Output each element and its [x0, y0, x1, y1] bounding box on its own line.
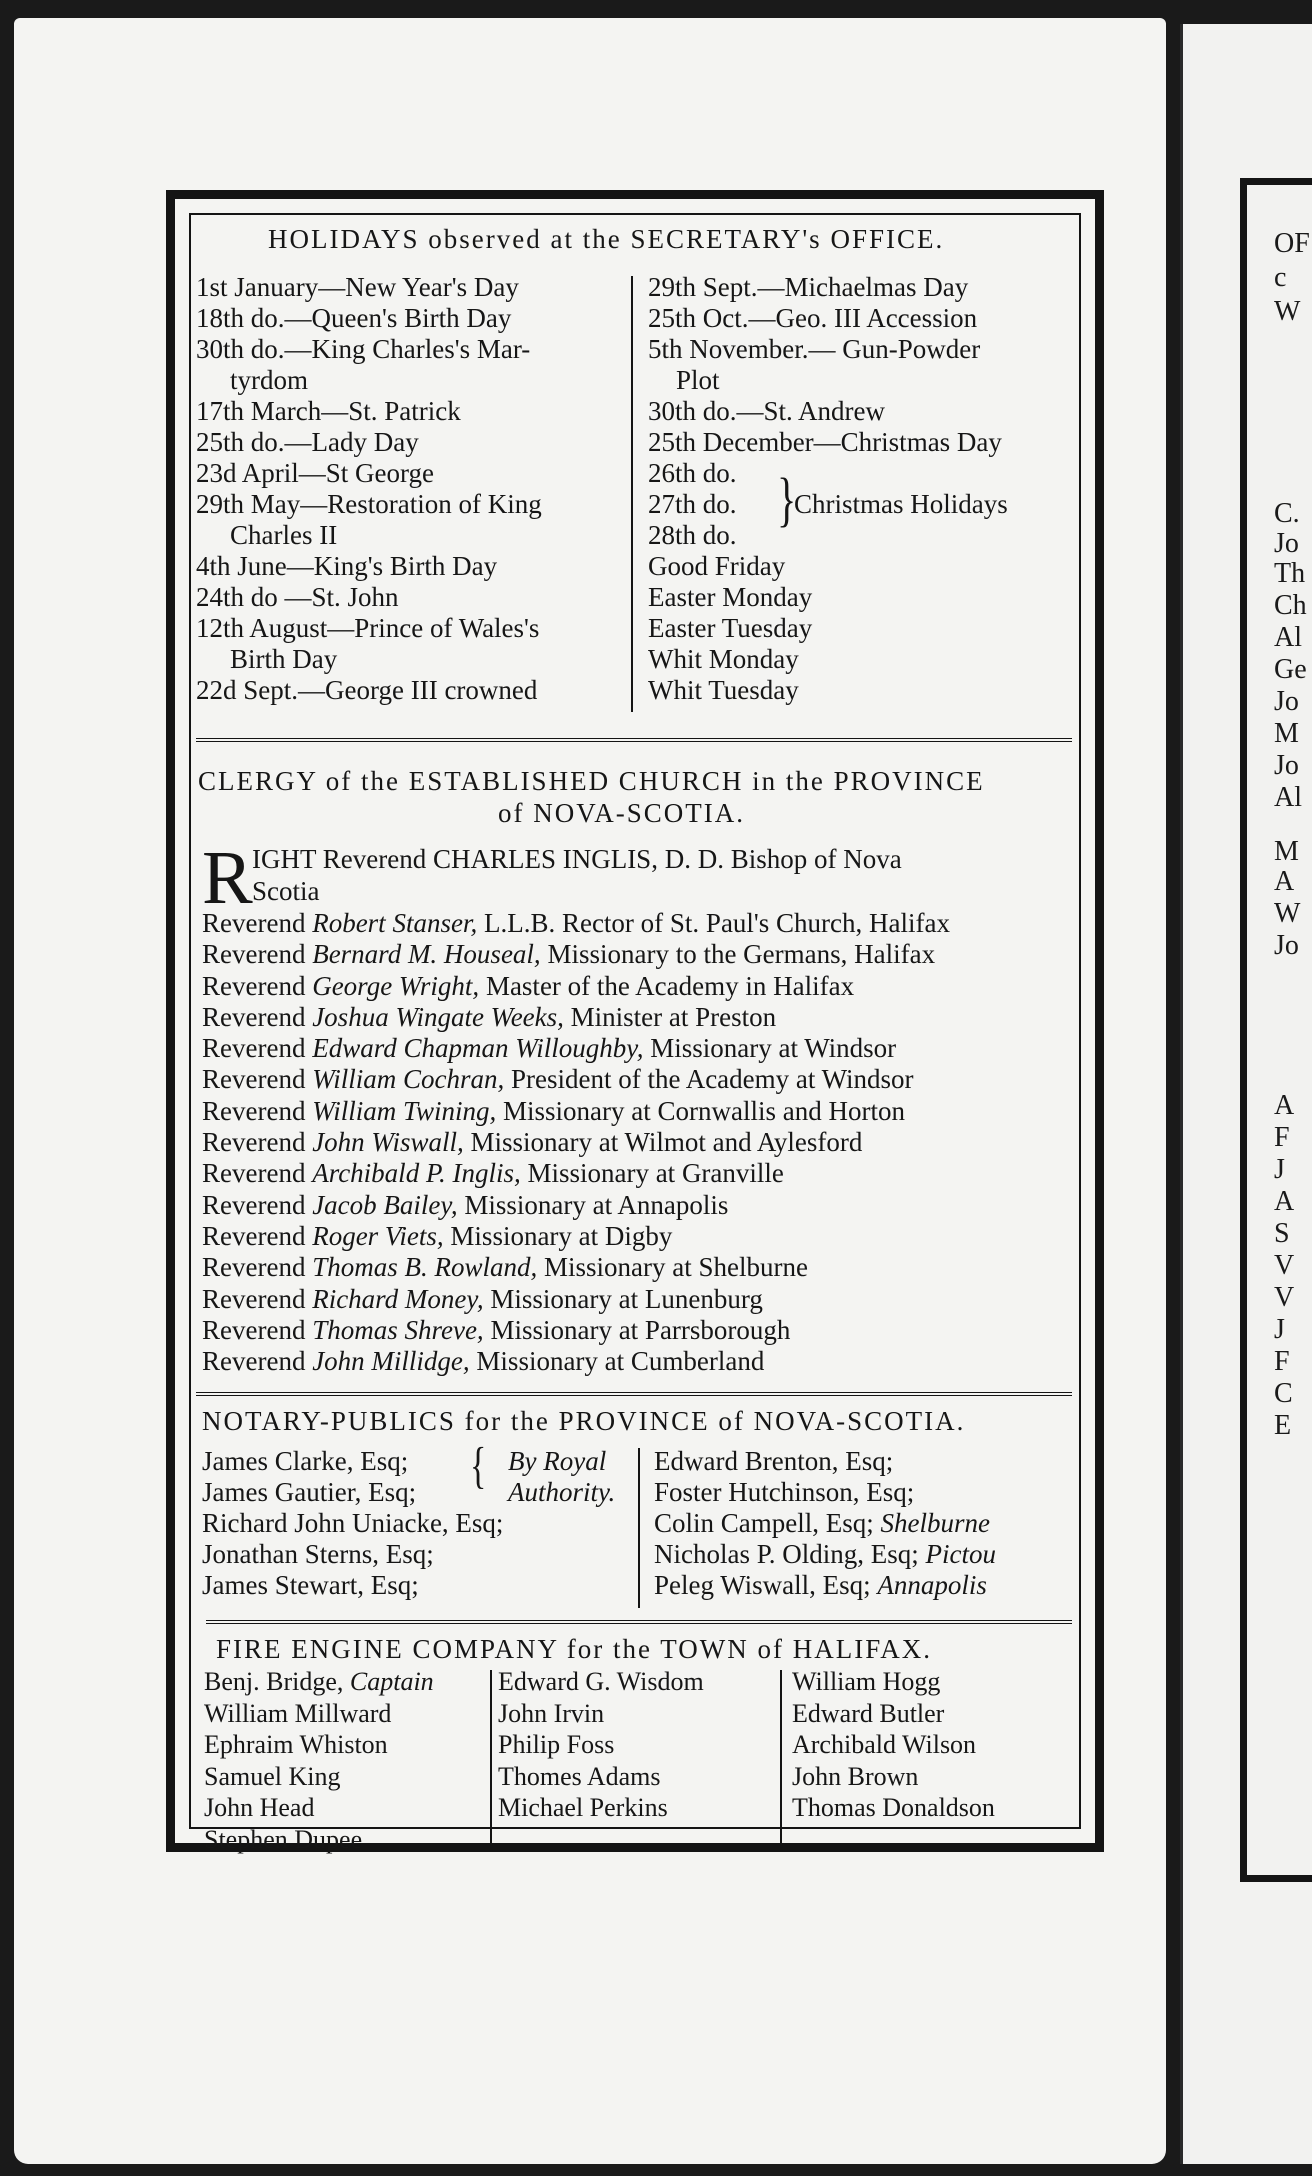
fire-member: Edward G. Wisdom — [498, 1667, 704, 1696]
adjacent-page-fragment: V — [1274, 1250, 1295, 1281]
authority-line2: Authority. — [508, 1477, 616, 1507]
fire-member: John Head — [204, 1793, 315, 1822]
fire-member: Thomes Adams — [498, 1761, 661, 1791]
notary-left-entry: James Stewart, Esq; — [202, 1570, 419, 1600]
adjacent-page-fragment: F — [1274, 1346, 1290, 1377]
fire-member: Philip Foss — [498, 1730, 615, 1759]
clergy-entry — [202, 1002, 1082, 1033]
clergy-prefix: Reverend — [202, 1283, 313, 1314]
clergy-prefix: Reverend — [202, 908, 313, 938]
adjacent-page-fragment: c — [1274, 262, 1287, 293]
adjacent-page-fragment: A — [1274, 1090, 1295, 1121]
notary-name: Peleg Wiswall, Esq; — [654, 1570, 878, 1600]
captain-name: Benj. Bridge, — [204, 1667, 344, 1696]
section-rule — [196, 1392, 1072, 1396]
clergy-entry — [202, 908, 1082, 939]
notary-right-entry — [654, 1508, 996, 1539]
clergy-name: John Wiswall, — [312, 1127, 471, 1158]
fire-member: Archibald Wilson — [792, 1730, 977, 1759]
authority-brace: { — [470, 1438, 487, 1494]
fire-divider-2 — [780, 1670, 782, 1850]
clergy-prefix: Reverend — [202, 939, 313, 970]
holiday-right-line: 28th do. — [648, 520, 737, 550]
clergy-prefix: Reverend — [202, 1127, 313, 1158]
clergy-list — [202, 908, 1082, 1377]
clergy-name: Robert Stanser, — [312, 908, 484, 938]
bishop-line2: Scotia — [252, 876, 320, 906]
clergy-prefix: Reverend — [202, 1220, 313, 1251]
clergy-role: Missionary at Parrsborough — [490, 1314, 791, 1345]
holiday-left-line: Charles II — [230, 520, 338, 550]
clergy-name: George Wright, — [312, 970, 486, 1001]
adjacent-page-frame — [1240, 178, 1312, 1882]
notary-name: Nicholas P. Olding, Esq; — [654, 1539, 926, 1569]
clergy-title-line2: of NOVA-SCOTIA. — [498, 798, 746, 828]
holiday-right-line: Easter Monday — [648, 582, 813, 612]
adjacent-page-fragment: Jo — [1274, 528, 1299, 559]
clergy-name: John Millidge, — [312, 1346, 477, 1377]
fire-member: Michael Perkins — [498, 1793, 668, 1822]
adjacent-page-fragment: V — [1274, 1282, 1295, 1313]
fire-member: Thomas Donaldson — [792, 1793, 995, 1822]
clergy-name: Joshua Wingate Weeks, — [312, 1001, 571, 1032]
holiday-left-line: 29th May—Restoration of King — [196, 489, 542, 519]
clergy-prefix: Reverend — [202, 1033, 313, 1064]
holiday-right-line: 25th December—Christmas Day — [648, 427, 1002, 457]
holiday-right-line: 30th do.—St. Andrew — [648, 396, 886, 426]
notary-place: Pictou — [925, 1539, 996, 1569]
holiday-left-line: 24th do —St. John — [196, 582, 399, 612]
clergy-name: William Twining, — [312, 1095, 503, 1126]
fire-member: Samuel King — [204, 1761, 341, 1791]
holidays-title: HOLIDAYS observed at the SECRETARY's OFFICE. — [268, 224, 945, 254]
adjacent-page-fragment: M — [1274, 718, 1299, 749]
adjacent-page-fragment: Al — [1274, 622, 1302, 653]
notaries-title: NOTARY-PUBLICS for the PROVINCE of NOVA-SCOTIA. — [202, 1406, 966, 1436]
holiday-left-line: 30th do.—King Charles's Mar- — [196, 334, 531, 364]
captain-title: Captain — [349, 1667, 434, 1696]
clergy-entry — [202, 971, 1082, 1002]
section-rule — [206, 1620, 1072, 1624]
notary-name: Edward Brenton, Esq; — [654, 1446, 894, 1476]
clergy-role: Missionary at Annapolis — [464, 1189, 729, 1220]
clergy-name: Bernard M. Houseal, — [312, 939, 548, 970]
christmas-brace: } — [777, 465, 797, 533]
holiday-left-line: 23d April—St George — [196, 458, 434, 488]
clergy-name: Thomas B. Rowland, — [312, 1252, 544, 1283]
adjacent-page-fragment: Ge — [1274, 654, 1307, 685]
adjacent-page-fragment: J — [1274, 1154, 1285, 1185]
notary-right-entry — [654, 1539, 996, 1570]
captain-entry — [204, 1666, 434, 1698]
clergy-title-line1: CLERGY of the ESTABLISHED CHURCH in the PROVINCE — [198, 766, 985, 796]
holiday-right-line: 25th Oct.—Geo. III Accession — [648, 303, 978, 333]
holiday-right-line: Easter Tuesday — [648, 613, 813, 643]
fire-member: John Brown — [792, 1761, 919, 1791]
notary-right-entry — [654, 1477, 996, 1508]
holiday-left-line: 25th do.—Lady Day — [196, 427, 419, 457]
notary-right-entry — [654, 1570, 996, 1601]
holiday-left-line: 22d Sept.—George III crowned — [196, 675, 538, 705]
clergy-role: L.L.B. Rector of St. Paul's Church, Halifax — [483, 908, 950, 938]
notaries-right-column — [654, 1446, 996, 1601]
adjacent-page-fragment: W — [1274, 898, 1301, 929]
adjacent-page-fragment: Ch — [1274, 590, 1307, 621]
clergy-name: Edward Chapman Willoughby, — [312, 1033, 651, 1064]
holiday-left-line: 17th March—St. Patrick — [196, 396, 461, 426]
clergy-role: Missionary at Wilmot and Aylesford — [470, 1127, 863, 1158]
adjacent-page-fragment: Al — [1274, 782, 1302, 813]
adjacent-page-fragment: M — [1274, 836, 1299, 867]
adjacent-page-fragment: A — [1274, 1186, 1295, 1217]
holiday-left-line: 1st January—New Year's Day — [196, 272, 519, 302]
holiday-left-line: 18th do.—Queen's Birth Day — [196, 303, 512, 333]
clergy-prefix: Reverend — [202, 1095, 313, 1126]
fire-member: Stephen Dupee — [204, 1824, 363, 1854]
clergy-entry — [202, 1315, 1082, 1346]
fire-member: William Millward — [204, 1698, 392, 1728]
clergy-prefix: Reverend — [202, 1001, 313, 1032]
fire-col3 — [792, 1666, 995, 1824]
clergy-entry — [202, 1346, 1082, 1377]
adjacent-page-fragment: Jo — [1274, 750, 1299, 781]
notary-left-entry: Jonathan Sterns, Esq; — [202, 1539, 434, 1569]
clergy-role: Master of the Academy in Halifax — [485, 970, 855, 1001]
clergy-prefix: Reverend — [202, 1314, 313, 1345]
clergy-name: William Cochran, — [312, 1064, 511, 1095]
clergy-entry — [202, 1221, 1082, 1252]
notary-left-entry: Richard John Uniacke, Esq; — [202, 1508, 504, 1538]
christmas-holidays-label: Christmas Holidays — [794, 489, 1008, 519]
holidays-left-column — [196, 272, 542, 706]
authority-line1: By Royal — [508, 1446, 607, 1476]
adjacent-page-fragment: C — [1274, 1378, 1293, 1409]
holiday-right-line: Good Friday — [648, 551, 786, 581]
notary-name: Foster Hutchinson, Esq; — [654, 1477, 915, 1507]
clergy-role: Missionary at Digby — [450, 1220, 673, 1251]
notary-right-entry — [654, 1446, 996, 1477]
clergy-entry — [202, 1158, 1082, 1189]
clergy-role: Missionary at Cornwallis and Horton — [502, 1095, 905, 1126]
clergy-role: Missionary at Windsor — [650, 1033, 897, 1064]
clergy-name: Richard Money, — [312, 1283, 491, 1314]
fire-member: Ephraim Whiston — [204, 1730, 388, 1759]
holidays-divider — [631, 276, 633, 712]
fire-col1 — [204, 1666, 434, 1855]
notary-name: Colin Campell, Esq; — [654, 1508, 881, 1538]
adjacent-page-fragment: A — [1274, 866, 1295, 897]
adjacent-page-fragment: F — [1274, 1122, 1290, 1153]
adjacent-page-fragment: S — [1274, 1218, 1290, 1249]
adjacent-page-fragment: OF — [1274, 228, 1310, 259]
clergy-role: Missionary to the Germans, Halifax — [547, 939, 936, 970]
clergy-role: Missionary at Granville — [527, 1158, 784, 1189]
holiday-left-line: Birth Day — [230, 644, 338, 674]
clergy-prefix: Reverend — [202, 1252, 313, 1283]
fire-member: William Hogg — [792, 1667, 941, 1696]
adjacent-page-fragment: E — [1274, 1410, 1292, 1441]
holiday-right-line: Whit Tuesday — [648, 675, 799, 705]
clergy-entry — [202, 1190, 1082, 1221]
adjacent-page-fragment: W — [1274, 296, 1301, 327]
holiday-right-line: Plot — [676, 365, 720, 395]
clergy-entry — [202, 1033, 1082, 1064]
notary-left-entry: James Gautier, Esq; — [202, 1477, 417, 1507]
bishop-drop-cap: R — [202, 836, 253, 920]
fire-divider-1 — [490, 1670, 492, 1850]
fire-col2 — [498, 1666, 704, 1824]
holiday-left-line: tyrdom — [230, 365, 308, 395]
bishop-line1: IGHT Reverend CHARLES INGLIS, D. D. Bishop of Nova — [252, 844, 902, 874]
clergy-role: Missionary at Lunenburg — [490, 1283, 763, 1314]
notary-place: Annapolis — [877, 1570, 987, 1600]
clergy-entry — [202, 1284, 1082, 1315]
holiday-right-line: 27th do. — [648, 489, 737, 519]
holiday-left-line: 4th June—King's Birth Day — [196, 551, 498, 581]
adjacent-page-fragment: Jo — [1274, 686, 1299, 717]
fire-member: Edward Butler — [792, 1698, 945, 1728]
adjacent-page-fragment: Th — [1274, 558, 1306, 589]
holiday-right-line: 5th November.— Gun-Powder — [648, 334, 981, 364]
clergy-role: Missionary at Cumberland — [476, 1346, 765, 1377]
holiday-right-line: Whit Monday — [648, 644, 799, 674]
clergy-prefix: Reverend — [202, 970, 313, 1001]
holiday-right-line: 26th do. — [648, 458, 737, 488]
clergy-entry — [202, 939, 1082, 970]
clergy-prefix: Reverend — [202, 1346, 313, 1377]
adjacent-page-fragment: C. — [1274, 498, 1300, 529]
adjacent-page-fragment: J — [1274, 1314, 1285, 1345]
notaries-left-column — [202, 1446, 503, 1601]
notary-place: Shelburne — [880, 1508, 990, 1538]
holiday-left-line: 12th August—Prince of Wales's — [196, 613, 540, 643]
fire-company-title: FIRE ENGINE COMPANY for the TOWN of HALIFAX. — [216, 1634, 932, 1664]
clergy-name: Jacob Bailey, — [312, 1189, 465, 1220]
clergy-name: Thomas Shreve, — [312, 1314, 491, 1345]
holiday-right-line: 29th Sept.—Michaelmas Day — [648, 272, 969, 302]
clergy-role: Missionary at Shelburne — [543, 1252, 808, 1283]
notary-left-entry: James Clarke, Esq; — [202, 1446, 409, 1476]
clergy-prefix: Reverend — [202, 1064, 313, 1095]
clergy-prefix: Reverend — [202, 1189, 313, 1220]
adjacent-page-fragment: Jo — [1274, 930, 1299, 961]
clergy-name: Archibald P. Inglis, — [312, 1158, 528, 1189]
clergy-entry — [202, 1096, 1082, 1127]
fire-member: John Irvin — [498, 1698, 605, 1728]
clergy-role: President of the Academy at Windsor — [510, 1064, 914, 1095]
clergy-name: Roger Viets, — [312, 1220, 451, 1251]
notaries-divider — [638, 1448, 640, 1608]
clergy-entry — [202, 1064, 1082, 1095]
clergy-entry — [202, 1127, 1082, 1158]
clergy-entry — [202, 1252, 1082, 1283]
clergy-prefix: Reverend — [202, 1158, 313, 1189]
clergy-role: Minister at Preston — [570, 1001, 777, 1032]
section-rule — [196, 738, 1072, 742]
